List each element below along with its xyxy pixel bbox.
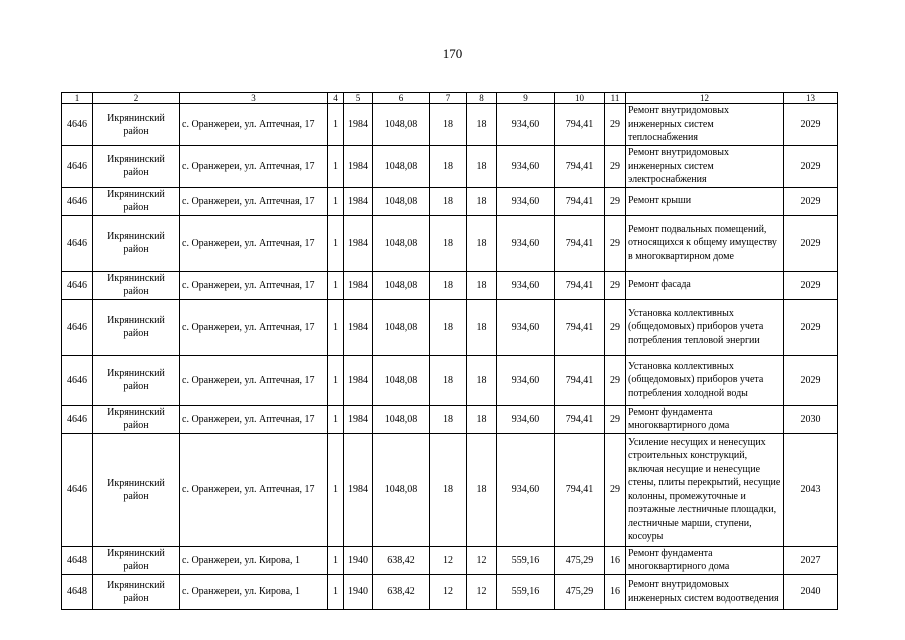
address-cell: с. Оранжереи, ул. Аптечная, 17 (180, 187, 328, 215)
column-number: 11 (605, 93, 626, 104)
col10-cell: 794,41 (555, 433, 605, 546)
table-row (62, 215, 838, 271)
col7-cell: 18 (430, 405, 467, 433)
col4-cell: 1 (328, 355, 344, 405)
col7-cell: 18 (430, 299, 467, 355)
col4-cell: 1 (328, 187, 344, 215)
table-row (62, 104, 838, 146)
col11-cell: 29 (605, 215, 626, 271)
district-cell: Икрянинский район (93, 187, 180, 215)
year-cell: 1984 (344, 433, 373, 546)
year-cell: 1984 (344, 104, 373, 146)
table-row (62, 433, 838, 546)
col7-cell: 12 (430, 574, 467, 609)
year-cell: 1940 (344, 546, 373, 574)
col8-cell: 12 (467, 574, 497, 609)
work-type-cell: Ремонт внутридомовых инженерных систем водоотведения (626, 574, 784, 609)
area-cell: 1048,08 (373, 271, 430, 299)
district-cell: Икрянинский район (93, 104, 180, 146)
col11-cell: 29 (605, 271, 626, 299)
col7-cell: 18 (430, 433, 467, 546)
table-row (62, 299, 838, 355)
district-cell: Икрянинский район (93, 355, 180, 405)
house-id-cell: 4646 (62, 299, 93, 355)
work-type-cell: Ремонт внутридомовых инженерных систем теплоснабжения (626, 104, 784, 146)
address-cell: с. Оранжереи, ул. Аптечная, 17 (180, 355, 328, 405)
col8-cell: 18 (467, 146, 497, 188)
col10-cell: 475,29 (555, 546, 605, 574)
col7-cell: 18 (430, 104, 467, 146)
table-row (62, 355, 838, 405)
work-type-cell: Ремонт внутридомовых инженерных систем электроснабжения (626, 146, 784, 188)
column-number: 1 (62, 93, 93, 104)
column-number: 13 (784, 93, 838, 104)
district-cell: Икрянинский район (93, 271, 180, 299)
table-row (62, 271, 838, 299)
year-planned-cell: 2029 (784, 299, 838, 355)
table-row (62, 574, 838, 609)
col10-cell: 794,41 (555, 355, 605, 405)
work-type-cell: Ремонт фундамента многоквартирного дома (626, 546, 784, 574)
col8-cell: 18 (467, 299, 497, 355)
work-type-cell: Установка коллективных (общедомовых) приборов учета потребления тепловой энергии (626, 299, 784, 355)
address-cell: с. Оранжереи, ул. Аптечная, 17 (180, 405, 328, 433)
col9-cell: 934,60 (497, 187, 555, 215)
col8-cell: 18 (467, 271, 497, 299)
col10-cell: 794,41 (555, 187, 605, 215)
col9-cell: 934,60 (497, 299, 555, 355)
address-cell: с. Оранжереи, ул. Аптечная, 17 (180, 104, 328, 146)
area-cell: 1048,08 (373, 146, 430, 188)
work-type-cell: Ремонт фундамента многоквартирного дома (626, 405, 784, 433)
col9-cell: 559,16 (497, 546, 555, 574)
area-cell: 1048,08 (373, 215, 430, 271)
year-planned-cell: 2040 (784, 574, 838, 609)
col11-cell: 29 (605, 104, 626, 146)
col4-cell: 1 (328, 146, 344, 188)
area-cell: 1048,08 (373, 187, 430, 215)
col7-cell: 18 (430, 187, 467, 215)
table-row (62, 187, 838, 215)
address-cell: с. Оранжереи, ул. Кирова, 1 (180, 574, 328, 609)
column-number: 6 (373, 93, 430, 104)
col9-cell: 934,60 (497, 271, 555, 299)
col10-cell: 475,29 (555, 574, 605, 609)
col9-cell: 559,16 (497, 574, 555, 609)
col8-cell: 18 (467, 405, 497, 433)
col10-cell: 794,41 (555, 299, 605, 355)
address-cell: с. Оранжереи, ул. Аптечная, 17 (180, 299, 328, 355)
col9-cell: 934,60 (497, 104, 555, 146)
table-row (62, 146, 838, 188)
col11-cell: 16 (605, 574, 626, 609)
column-number: 5 (344, 93, 373, 104)
district-cell: Икрянинский район (93, 299, 180, 355)
col11-cell: 29 (605, 299, 626, 355)
work-type-cell: Усиление несущих и ненесущих строительных конструкций, включая несущие и ненесущие стены, плиты перекрытий, несущие колонны, промежуточные и поэтажные лестничные площадки, лестничные марши, ступени, косоуры (626, 433, 784, 546)
column-number: 9 (497, 93, 555, 104)
col8-cell: 18 (467, 187, 497, 215)
year-planned-cell: 2029 (784, 146, 838, 188)
year-cell: 1984 (344, 299, 373, 355)
year-planned-cell: 2030 (784, 405, 838, 433)
col7-cell: 18 (430, 215, 467, 271)
district-cell: Икрянинский район (93, 546, 180, 574)
district-cell: Икрянинский район (93, 215, 180, 271)
col4-cell: 1 (328, 574, 344, 609)
col10-cell: 794,41 (555, 271, 605, 299)
col8-cell: 18 (467, 355, 497, 405)
col8-cell: 12 (467, 546, 497, 574)
district-cell: Икрянинский район (93, 405, 180, 433)
column-number: 3 (180, 93, 328, 104)
table-body (62, 104, 838, 610)
house-id-cell: 4646 (62, 187, 93, 215)
house-id-cell: 4646 (62, 405, 93, 433)
address-cell: с. Оранжереи, ул. Аптечная, 17 (180, 146, 328, 188)
year-cell: 1984 (344, 271, 373, 299)
address-cell: с. Оранжереи, ул. Аптечная, 17 (180, 215, 328, 271)
col9-cell: 934,60 (497, 433, 555, 546)
year-planned-cell: 2029 (784, 271, 838, 299)
area-cell: 1048,08 (373, 104, 430, 146)
column-number: 7 (430, 93, 467, 104)
col4-cell: 1 (328, 299, 344, 355)
col9-cell: 934,60 (497, 146, 555, 188)
column-number: 8 (467, 93, 497, 104)
address-cell: с. Оранжереи, ул. Кирова, 1 (180, 546, 328, 574)
col10-cell: 794,41 (555, 215, 605, 271)
house-id-cell: 4646 (62, 271, 93, 299)
year-cell: 1984 (344, 146, 373, 188)
area-cell: 1048,08 (373, 433, 430, 546)
column-number: 12 (626, 93, 784, 104)
table-row (62, 546, 838, 574)
col11-cell: 29 (605, 355, 626, 405)
year-cell: 1984 (344, 405, 373, 433)
year-planned-cell: 2029 (784, 187, 838, 215)
col7-cell: 12 (430, 546, 467, 574)
year-planned-cell: 2043 (784, 433, 838, 546)
col4-cell: 1 (328, 433, 344, 546)
work-type-cell: Ремонт подвальных помещений, относящихся к общему имуществу в многоквартирном доме (626, 215, 784, 271)
district-cell: Икрянинский район (93, 574, 180, 609)
column-number: 2 (93, 93, 180, 104)
house-id-cell: 4646 (62, 104, 93, 146)
district-cell: Икрянинский район (93, 433, 180, 546)
house-id-cell: 4646 (62, 146, 93, 188)
work-type-cell: Ремонт фасада (626, 271, 784, 299)
house-id-cell: 4648 (62, 546, 93, 574)
district-cell: Икрянинский район (93, 146, 180, 188)
col11-cell: 29 (605, 146, 626, 188)
col11-cell: 29 (605, 405, 626, 433)
house-id-cell: 4646 (62, 433, 93, 546)
area-cell: 1048,08 (373, 299, 430, 355)
col4-cell: 1 (328, 271, 344, 299)
col7-cell: 18 (430, 355, 467, 405)
col7-cell: 18 (430, 146, 467, 188)
col10-cell: 794,41 (555, 146, 605, 188)
col11-cell: 29 (605, 433, 626, 546)
col9-cell: 934,60 (497, 215, 555, 271)
year-cell: 1940 (344, 574, 373, 609)
year-planned-cell: 2029 (784, 104, 838, 146)
house-id-cell: 4646 (62, 355, 93, 405)
column-number: 4 (328, 93, 344, 104)
col4-cell: 1 (328, 546, 344, 574)
col11-cell: 29 (605, 187, 626, 215)
address-cell: с. Оранжереи, ул. Аптечная, 17 (180, 433, 328, 546)
col8-cell: 18 (467, 215, 497, 271)
area-cell: 638,42 (373, 546, 430, 574)
house-id-cell: 4646 (62, 215, 93, 271)
col10-cell: 794,41 (555, 405, 605, 433)
page-number: 170 (442, 46, 463, 61)
area-cell: 1048,08 (373, 355, 430, 405)
column-number-row (62, 93, 838, 104)
area-cell: 638,42 (373, 574, 430, 609)
address-cell: с. Оранжереи, ул. Аптечная, 17 (180, 271, 328, 299)
col4-cell: 1 (328, 104, 344, 146)
col11-cell: 16 (605, 546, 626, 574)
work-type-cell: Установка коллективных (общедомовых) приборов учета потребления холодной воды (626, 355, 784, 405)
col9-cell: 934,60 (497, 405, 555, 433)
year-planned-cell: 2027 (784, 546, 838, 574)
year-planned-cell: 2029 (784, 215, 838, 271)
year-planned-cell: 2029 (784, 355, 838, 405)
year-cell: 1984 (344, 187, 373, 215)
col8-cell: 18 (467, 104, 497, 146)
col4-cell: 1 (328, 405, 344, 433)
house-id-cell: 4648 (62, 574, 93, 609)
col10-cell: 794,41 (555, 104, 605, 146)
col8-cell: 18 (467, 433, 497, 546)
year-cell: 1984 (344, 215, 373, 271)
column-number: 10 (555, 93, 605, 104)
work-type-cell: Ремонт крыши (626, 187, 784, 215)
col7-cell: 18 (430, 271, 467, 299)
year-cell: 1984 (344, 355, 373, 405)
col4-cell: 1 (328, 215, 344, 271)
col9-cell: 934,60 (497, 355, 555, 405)
area-cell: 1048,08 (373, 405, 430, 433)
table-row (62, 405, 838, 433)
repair-schedule-table (61, 92, 838, 610)
